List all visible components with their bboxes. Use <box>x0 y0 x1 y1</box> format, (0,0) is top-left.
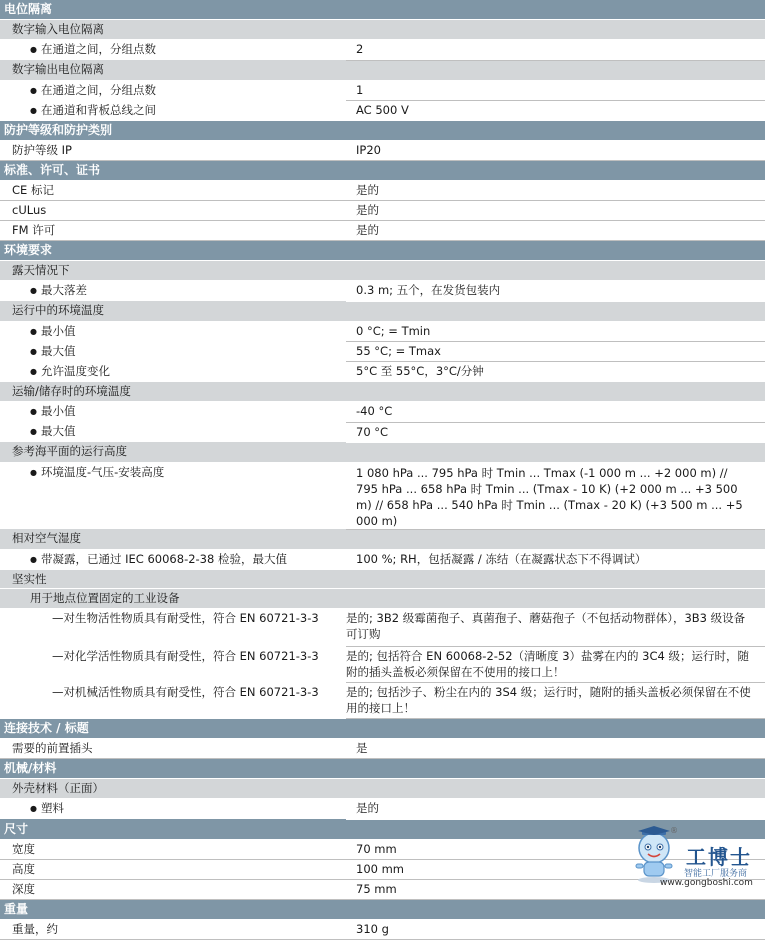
watermark-url: www.gongboshi.com <box>660 878 753 888</box>
subsection-header: 露天情况下 <box>0 261 765 281</box>
spec-row <box>0 799 765 820</box>
spec-value: 100 mm <box>346 859 765 879</box>
section-header: 环境要求 <box>0 241 765 261</box>
spec-value: 70 mm <box>346 839 765 859</box>
spec-label: 需要的前置插头 <box>0 739 346 759</box>
spec-value: 0 °C; = Tmin <box>346 321 765 342</box>
section-header: 防护等级和防护类别 <box>0 121 765 141</box>
section-header: 电位隔离 <box>0 0 765 20</box>
spec-row <box>0 101 765 121</box>
spec-value: 1 080 hPa ... 795 hPa 时 Tmin ... Tmax (-1 000 m ... +2 000 m) // 795 hPa ... 658 hPa 时 Tmin ... (Tmax - 10 K) (+2 000 m ... +3 500 m) // 658 hPa ... 540 hPa 时 Tmin ... (Tmax - 20 K) (+3 500 m ... +5 000 m) <box>346 462 765 529</box>
spec-row <box>0 201 765 221</box>
spec-value: 75 mm <box>346 879 765 899</box>
spec-row <box>0 342 765 362</box>
spec-row <box>0 462 765 529</box>
spec-label: CE 标记 <box>0 181 346 201</box>
spec-label: ● 在通道之间，分组点数 <box>30 83 156 97</box>
spec-row <box>0 321 765 342</box>
spec-label: 防护等级 IP <box>0 141 346 161</box>
subsection-header: 运行中的环境温度 <box>0 301 765 321</box>
subsection-header: 参考海平面的运行高度 <box>0 442 765 462</box>
subsection-header: 运输/储存时的环境温度 <box>0 382 765 402</box>
section-header: 连接技术 / 标题 <box>0 719 765 739</box>
spec-value: AC 500 V <box>346 101 765 121</box>
spec-label: FM 许可 <box>0 221 346 241</box>
spec-row <box>0 549 765 570</box>
registered-mark: ® <box>670 826 678 835</box>
spec-row <box>0 181 765 201</box>
spec-label: ● 最大值 <box>30 424 75 438</box>
spec-label: ● 环境温度-气压-安装高度 <box>30 465 164 479</box>
section-header: 标准、许可、证书 <box>0 161 765 181</box>
spec-row <box>0 40 765 61</box>
spec-label: 高度 <box>0 859 346 879</box>
spec-row <box>0 422 765 442</box>
spec-value: 是 <box>346 739 765 759</box>
spec-value: 70 °C <box>346 422 765 442</box>
spec-value: -40 °C <box>346 402 765 423</box>
spec-label: ● 塑料 <box>30 801 64 815</box>
spec-label: ● 最大落差 <box>30 283 87 297</box>
spec-label: — 对机械活性物质具有耐受性，符合 EN 60721-3-3 <box>52 685 319 699</box>
spec-value: 2 <box>346 40 765 61</box>
spec-value: 5°C 至 55°C，3°C/分钟 <box>346 362 765 382</box>
section-header: 重量 <box>0 899 765 919</box>
spec-row <box>0 362 765 382</box>
spec-row <box>0 919 765 939</box>
spec-label: ● 最小值 <box>30 324 75 338</box>
spec-label: ● 在通道和背板总线之间 <box>30 103 156 117</box>
spec-value: 1 <box>346 80 765 101</box>
watermark-logo <box>626 826 762 888</box>
spec-row <box>0 80 765 101</box>
spec-label: ● 最小值 <box>30 404 75 418</box>
spec-row <box>0 739 765 759</box>
spec-value: IP20 <box>346 141 765 161</box>
subsection-header: 用于地点位置固定的工业设备 <box>0 589 765 609</box>
spec-value: 是的; 包括符合 EN 60068-2-52（清晰度 3）盐雾在内的 3C4 级；运行时，随附的插头盖板必须保留在不使用的接口上！ <box>346 647 765 683</box>
watermark-subtitle: 智能工厂服务商 <box>684 869 748 879</box>
subsection-header: 坚实性 <box>0 570 765 589</box>
spec-row <box>0 683 765 719</box>
spec-value: 55 °C; = Tmax <box>346 342 765 362</box>
spec-label: 宽度 <box>0 839 346 859</box>
subsection-header: 外壳材料（正面） <box>0 779 765 799</box>
spec-value: 是的; 3B2 级霉菌孢子、真菌孢子、蘑菇孢子（不包括动物群体），3B3 级设备可订购 <box>346 609 765 647</box>
spec-value: 是的; 包括沙子、粉尘在内的 3S4 级；运行时，随附的插头盖板必须保留在不使用的接口上！ <box>346 683 765 719</box>
section-header: 尺寸 <box>0 819 765 839</box>
spec-row <box>0 281 765 302</box>
spec-value: 是的 <box>346 181 765 201</box>
spec-value: 310 g <box>346 919 765 939</box>
spec-label: cULus <box>0 201 346 221</box>
spec-row <box>0 221 765 241</box>
spec-row <box>0 647 765 683</box>
spec-value: 0.3 m; 五个，在发货包装内 <box>346 281 765 302</box>
spec-label: — 对生物活性物质具有耐受性，符合 EN 60721-3-3 <box>52 611 319 625</box>
spec-row <box>0 609 765 647</box>
spec-row <box>0 402 765 423</box>
spec-row <box>0 141 765 161</box>
spec-value: 是的 <box>346 221 765 241</box>
subsection-header: 数字输入电位隔离 <box>0 20 765 40</box>
spec-label: — 对化学活性物质具有耐受性，符合 EN 60721-3-3 <box>52 649 319 663</box>
subsection-header: 相对空气湿度 <box>0 529 765 549</box>
spec-value: 是的 <box>346 799 765 820</box>
spec-label: ● 最大值 <box>30 344 75 358</box>
spec-label: ● 在通道之间，分组点数 <box>30 42 156 56</box>
spec-label: ● 带凝露，已通过 IEC 60068-2-38 检验，最大值 <box>30 552 287 566</box>
spec-label: ● 允许温度变化 <box>30 364 110 378</box>
spec-label: 重量，约 <box>0 919 346 939</box>
spec-value: 100 %; RH，包括凝露 / 冻结（在凝露状态下不得调试） <box>346 549 765 570</box>
subsection-header: 数字输出电位隔离 <box>0 60 765 80</box>
spec-label: 深度 <box>0 879 346 899</box>
section-header: 机械/材料 <box>0 759 765 779</box>
spec-value: 是的 <box>346 201 765 221</box>
watermark-brand: 工博士 <box>686 845 752 869</box>
